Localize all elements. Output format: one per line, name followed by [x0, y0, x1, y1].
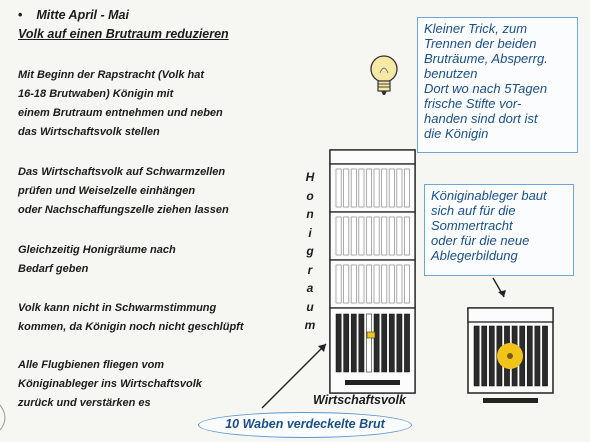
- honey-frame: [336, 265, 341, 303]
- brood-frame: [359, 314, 364, 372]
- paragraph-honigraeume: Gleichzeitig Honigräume nach Bedarf geben: [18, 244, 176, 275]
- wirtschaftsvolk-hive: [330, 150, 415, 393]
- empty-frame: [366, 314, 371, 372]
- bullet: •: [18, 8, 23, 22]
- hive-lid: [330, 150, 415, 164]
- queen-cell-icon: [367, 332, 375, 338]
- honey-frame: [374, 265, 379, 303]
- brood-frame: [336, 314, 341, 372]
- brood-frame: [374, 314, 379, 372]
- honey-frame: [359, 217, 364, 255]
- ableger-frame: [527, 326, 532, 386]
- honey-frame: [397, 169, 402, 207]
- paragraph-schwarmzellen: Das Wirtschaftsvolk auf Schwarmzellen prüfen und Weiselzelle einhängen oder Nachschaffungszelle ziehen lassen: [18, 166, 229, 216]
- brood-frame: [404, 314, 409, 372]
- honey-frame: [359, 169, 364, 207]
- honey-frame: [382, 265, 387, 303]
- honey-frame: [404, 217, 409, 255]
- ableger-frame: [489, 326, 494, 386]
- hive-entrance: [345, 380, 400, 385]
- honey-frame: [404, 265, 409, 303]
- ableger-note: Königinableger baut sich auf für die Sommertracht oder für die neue Ablegerbildung: [424, 184, 574, 276]
- ableger-entrance: [483, 398, 538, 403]
- honey-frame: [351, 217, 356, 255]
- honey-supers: [330, 164, 415, 308]
- honey-frame: [366, 217, 371, 255]
- paragraph-raps: Mit Beginn der Rapstracht (Volk hat 16-18 Brutwaben) Königin mit einem Brutraum entnehmen und neben das Wirtschaftsvolk stellen: [18, 69, 223, 138]
- honigraum-letter: o: [306, 188, 314, 203]
- honey-frame: [351, 265, 356, 303]
- lightbulb-icon: [371, 56, 397, 95]
- honigraum-letter: a: [306, 281, 314, 295]
- honigraum-letter: m: [304, 318, 316, 332]
- ableger-lid: [468, 308, 553, 322]
- honey-frame: [366, 169, 371, 207]
- honey-frame: [389, 265, 394, 303]
- brood-frame: [382, 314, 387, 372]
- honey-frame: [344, 169, 349, 207]
- honey-frame: [382, 217, 387, 255]
- brood-frame: [389, 314, 394, 372]
- paragraph-schwarmstimmung: Volk kann nicht in Schwarmstimmung kommen, da Königin noch nicht geschlüpft: [18, 302, 244, 333]
- trick-note: Kleiner Trick, zum Trennen der beiden Bruträume, Absperrg. benutzen Dort wo nach 5Tagen frische Stifte vor- handen sind dort ist die Königin: [417, 17, 578, 153]
- honey-frame: [336, 217, 341, 255]
- date-text: Mitte April - Mai: [36, 8, 129, 22]
- ableger-frame: [482, 326, 487, 386]
- honey-frame: [336, 169, 341, 207]
- paragraph-flugbienen: Alle Flugbienen fliegen vom Königinableger ins Wirtschaftsvolk zurück und verstärken es: [18, 359, 202, 409]
- honey-frame: [389, 217, 394, 255]
- honigraum-letter: g: [306, 244, 314, 258]
- brut-callout: 10 Waben verdeckelte Brut: [198, 412, 412, 438]
- ableger-frame: [535, 326, 540, 386]
- honey-frame: [366, 265, 371, 303]
- brood-frame: [351, 314, 356, 372]
- honigraum-letter: u: [306, 299, 314, 314]
- honigraum-letter: r: [307, 262, 313, 277]
- honey-frame: [344, 265, 349, 303]
- brood-frame: [397, 314, 402, 372]
- brood-frame: [344, 314, 349, 372]
- honigraum-letter: H: [305, 170, 315, 184]
- honey-frame: [382, 169, 387, 207]
- wirtschaftsvolk-label: Wirtschaftsvolk: [313, 393, 406, 407]
- honey-frame: [397, 217, 402, 255]
- honey-frame: [397, 265, 402, 303]
- honey-frame: [359, 265, 364, 303]
- section-title: Volk auf einen Brutraum reduzieren: [18, 27, 229, 41]
- ableger-frame: [542, 326, 547, 386]
- honey-frame: [389, 169, 394, 207]
- arrow-to-ableger: [493, 278, 506, 297]
- honigraum-letter: n: [306, 207, 314, 221]
- ableger-frame: [474, 326, 479, 386]
- arrow-to-brood: [262, 344, 326, 408]
- honey-frame: [404, 169, 409, 207]
- honey-frame: [374, 169, 379, 207]
- honey-frame: [344, 217, 349, 255]
- honigraum-letter: i: [308, 225, 312, 240]
- corner-mark: [0, 405, 5, 430]
- honey-frame: [374, 217, 379, 255]
- queen-marker-icon: [497, 343, 523, 369]
- honey-frame: [351, 169, 356, 207]
